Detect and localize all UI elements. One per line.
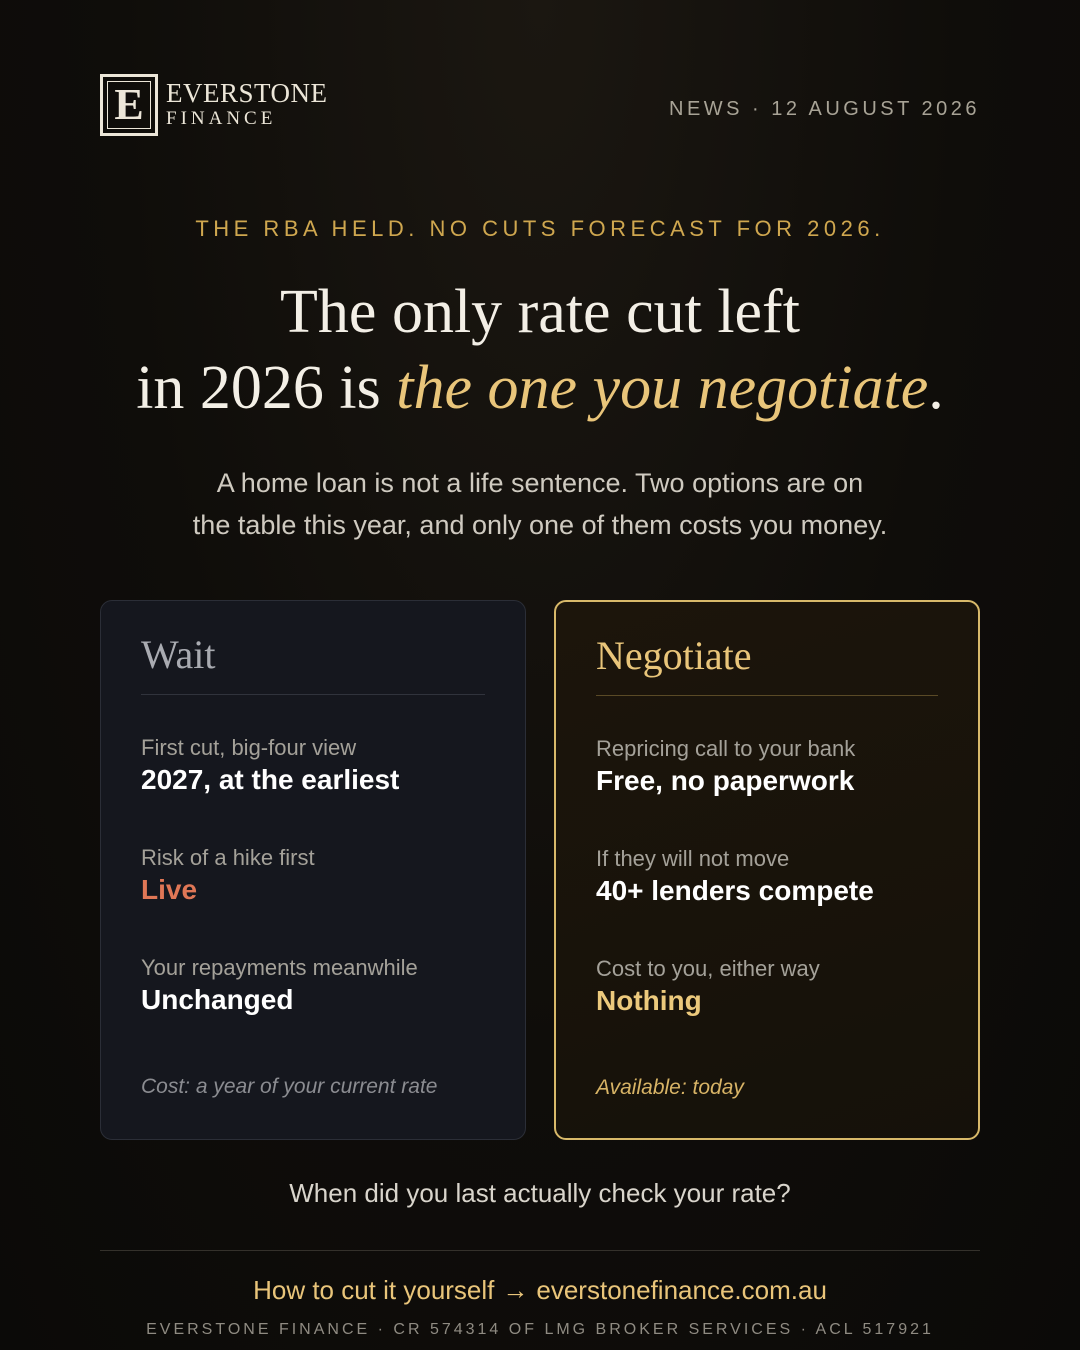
negotiate-row <box>596 735 948 799</box>
wait-row-label: Risk of a hike first <box>141 845 315 870</box>
negotiate-row-value: Free, no paperwork <box>596 765 855 796</box>
wait-row <box>141 734 495 798</box>
wait-row-value: Unchanged <box>141 984 294 1015</box>
wait-row-label: Your repayments meanwhile <box>141 955 418 980</box>
lede-line2: the table this year, and only one of them costs you money. <box>192 510 888 540</box>
wait-row-value: 2027, at the earliest <box>141 764 400 795</box>
negotiate-row <box>596 955 948 1019</box>
cta-link[interactable] <box>0 1275 1080 1306</box>
cta-text: How to cut it yourself <box>253 1275 495 1305</box>
headline-line2-prefix: in 2026 is <box>136 354 397 422</box>
wait-card <box>100 600 526 1140</box>
dateline: NEWS · 12 AUGUST 2026 <box>669 98 980 120</box>
wait-row <box>141 844 495 908</box>
headline <box>0 274 1080 426</box>
brand-wordmark <box>166 78 328 130</box>
wait-card-title: Wait <box>141 632 216 677</box>
headline-line1: The only rate cut left <box>280 278 800 346</box>
wait-row-value-risk: Live <box>141 874 198 905</box>
negotiate-card-title: Negotiate <box>596 633 752 678</box>
lede <box>0 462 1080 546</box>
logo-glyph: E <box>114 80 144 129</box>
wait-row-label: First cut, big-four view <box>141 735 357 760</box>
headline-accent: the one you negotiate <box>396 354 929 422</box>
negotiate-row-value: 40+ lenders compete <box>596 875 874 906</box>
wait-row <box>141 954 495 1018</box>
brand-logo-icon <box>100 74 158 136</box>
headline-line2-suffix: . <box>928 354 944 422</box>
wait-card-footnote: Cost: a year of your current rate <box>141 1075 438 1098</box>
negotiate-card-divider <box>596 695 938 696</box>
closing-question: When did you last actually check your rate? <box>289 1178 791 1208</box>
headline-line2 <box>0 350 1080 426</box>
negotiate-row-label: If they will not move <box>596 846 790 871</box>
negotiate-card <box>554 600 980 1140</box>
lede-line1: A home loan is not a life sentence. Two options are on <box>216 468 864 498</box>
negotiate-row <box>596 845 948 909</box>
legal-disclaimer: EVERSTONE FINANCE · CR 574314 OF LMG BROKER SERVICES · ACL 517921 <box>146 1321 934 1338</box>
brand-sub: FINANCE <box>166 108 277 129</box>
negotiate-row-value-cost: Nothing <box>596 985 702 1016</box>
footer-divider <box>100 1250 980 1251</box>
negotiate-row-label: Repricing call to your bank <box>596 736 856 761</box>
wait-card-divider <box>141 694 485 695</box>
brand-name: EVERSTONE <box>166 78 328 108</box>
arrow-right-icon: → <box>502 1275 529 1305</box>
negotiate-card-footnote: Available: today <box>596 1076 744 1099</box>
kicker: THE RBA HELD. NO CUTS FORECAST FOR 2026. <box>195 216 885 241</box>
header <box>100 74 980 138</box>
negotiate-row-label: Cost to you, either way <box>596 956 820 981</box>
cta-url: everstonefinance.com.au <box>536 1275 827 1305</box>
